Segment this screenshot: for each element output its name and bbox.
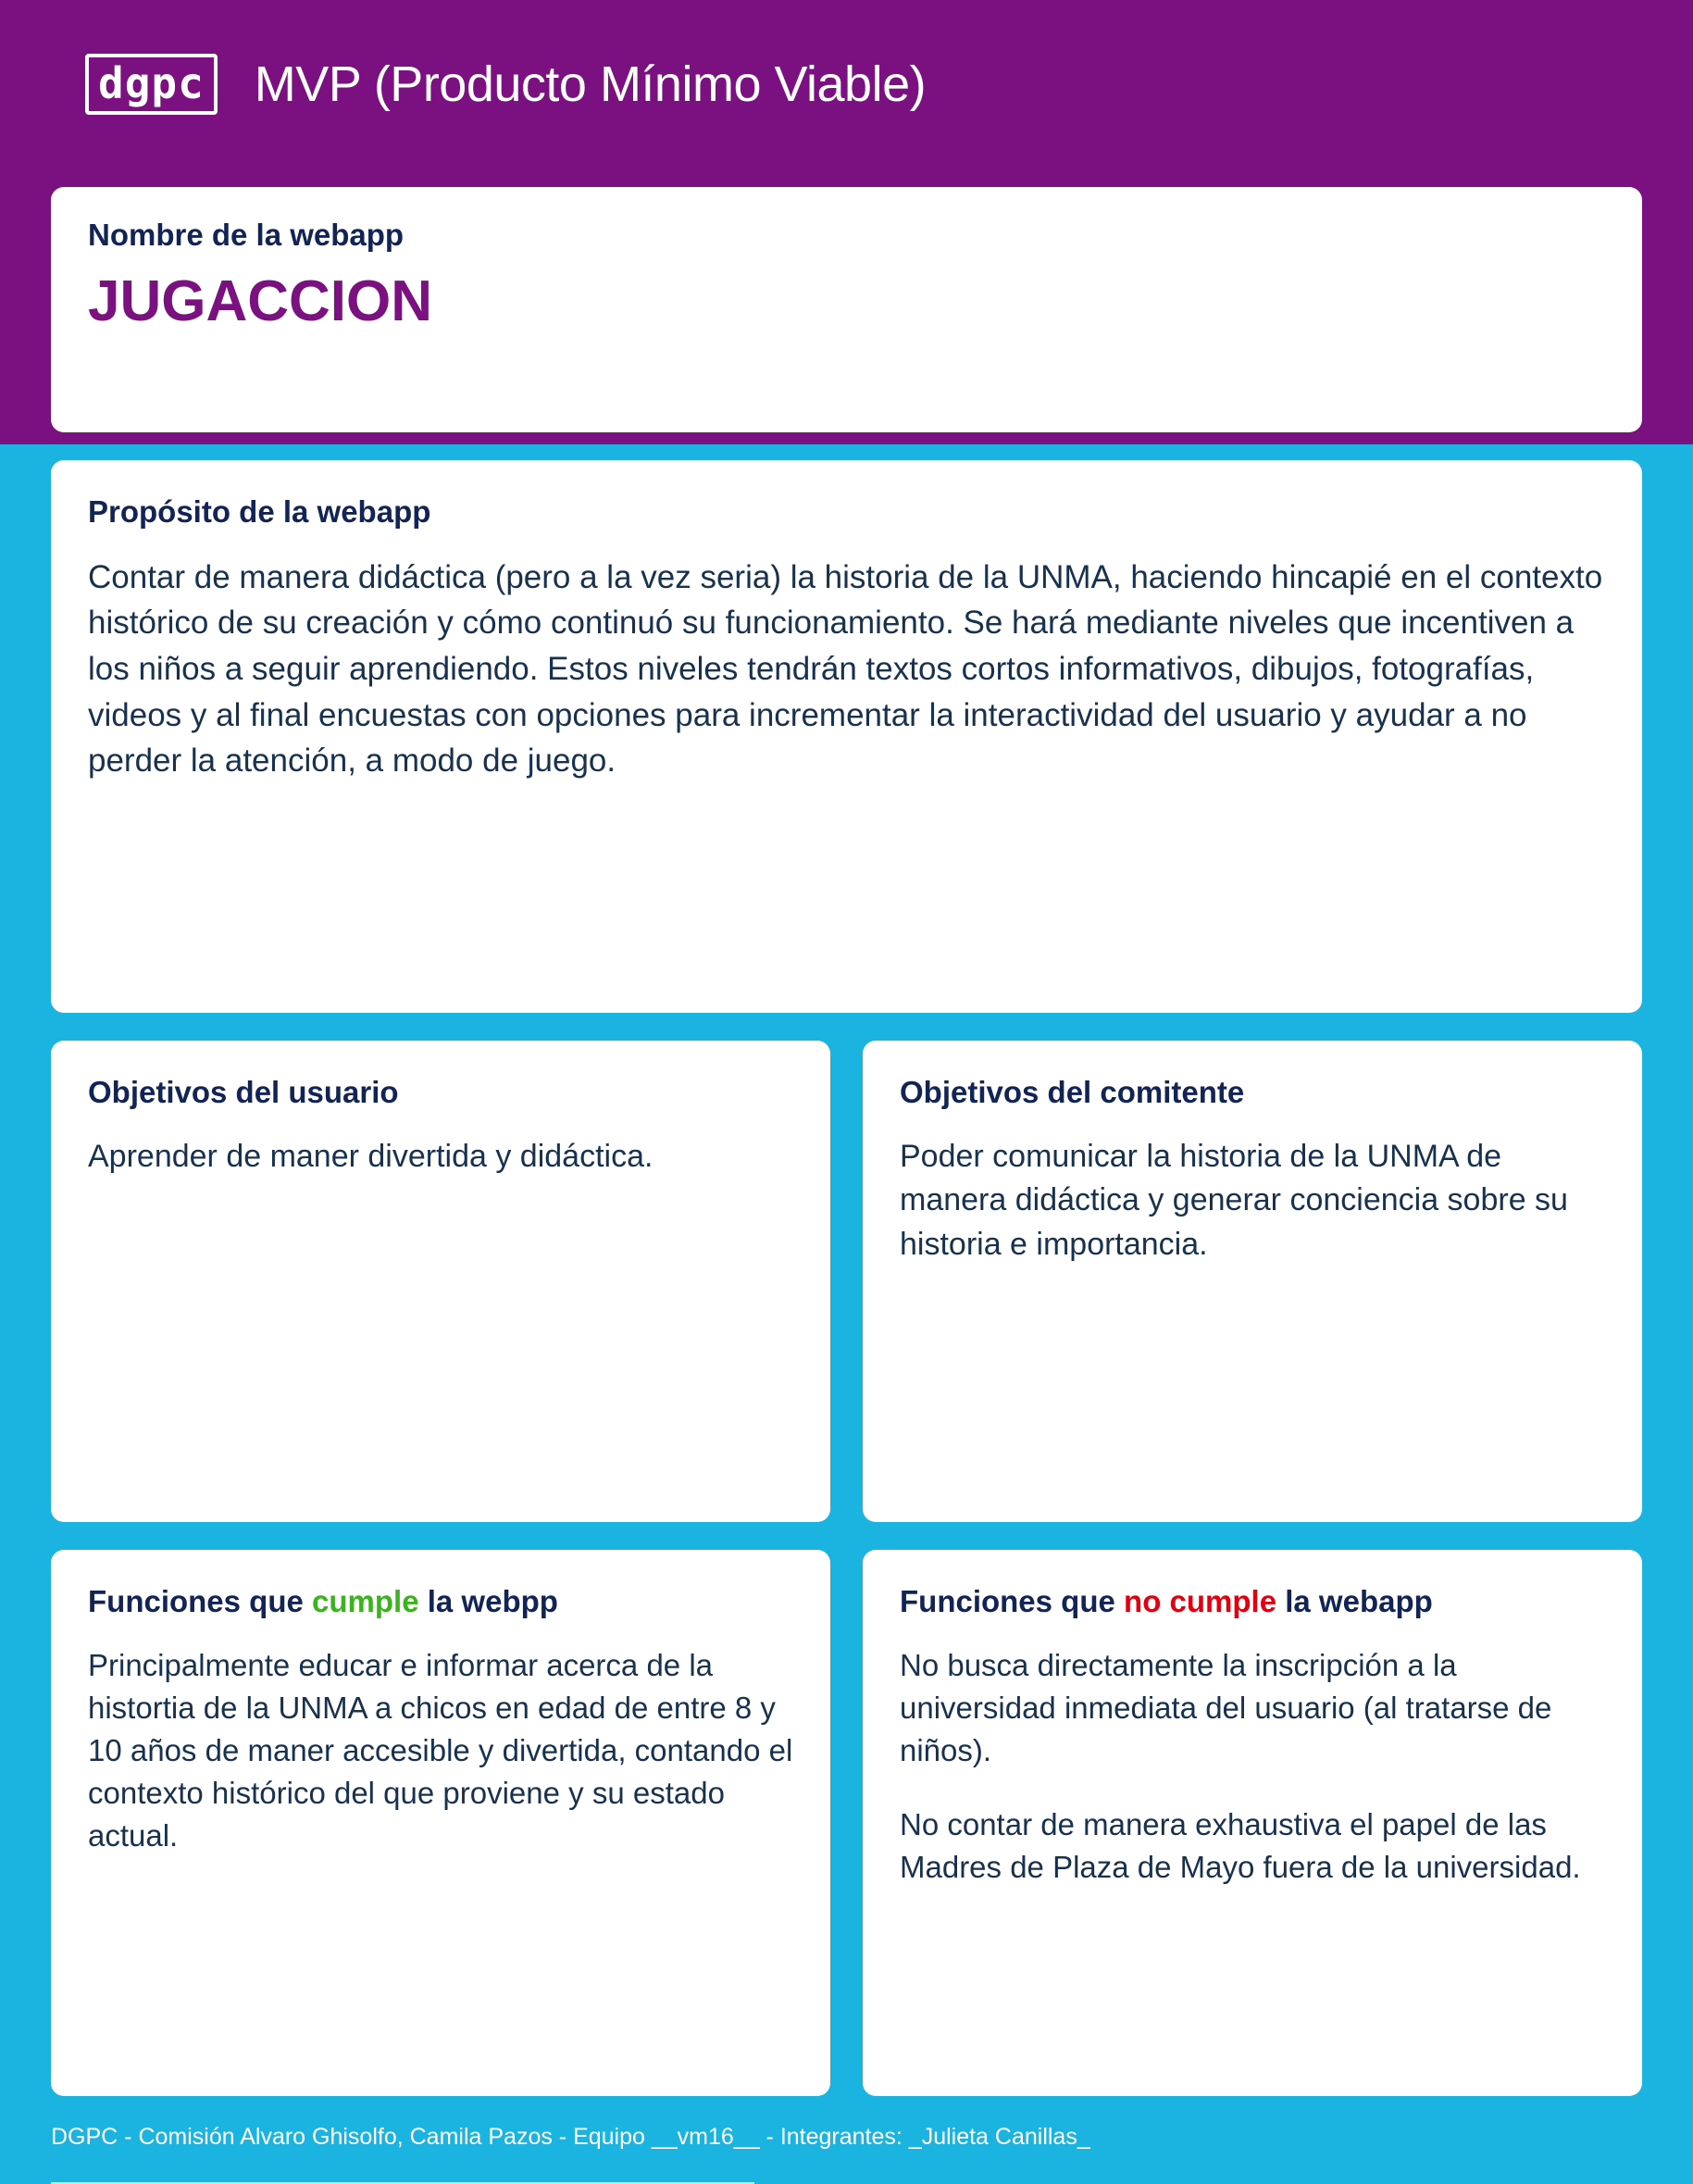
footer-credits: DGPC - Comisión Alvaro Ghisolfo, Camila Pazos - Equipo __vm16__ - Integrantes: _Julieta Canillas_ (51, 2124, 1090, 2150)
dgpc-logo (85, 54, 218, 115)
card-objetivos-comitente (863, 1041, 1642, 1522)
card-body-funciones-no-cumple-2: No contar de manera exhaustiva el papel de las Madres de Plaza de Mayo fuera de la universidad. (900, 1807, 1581, 1885)
funciones-cumple-title-post: la webpp (418, 1584, 558, 1618)
card-objetivos-usuario (51, 1041, 830, 1522)
card-title-objetivos-usuario: Objetivos del usuario (88, 1075, 399, 1109)
page-title: MVP (Producto Mínimo Viable) (254, 56, 927, 112)
page-content (0, 187, 1693, 2096)
card-body-funciones-no-cumple-1: No busca directamente la inscripción a la universidad inmediata del usuario (al tratarse de niños). (900, 1647, 1552, 1767)
card-proposito-webapp (51, 460, 1642, 1013)
card-title-funciones-no-cumple (900, 1583, 1605, 1620)
card-nombre-webapp (51, 187, 1642, 432)
funciones-row (51, 1550, 1642, 2096)
card-title-funciones-cumple (88, 1583, 793, 1620)
funciones-no-cumple-highlight: no cumple (1124, 1584, 1277, 1618)
card-body-objetivos-comitente: Poder comunicar la historia de la UNMA de manera didáctica y generar conciencia sobre su historia e importancia. (900, 1138, 1568, 1262)
funciones-no-cumple-title-pre: Funciones que (900, 1584, 1125, 1618)
objetivos-row (51, 1041, 1642, 1522)
card-title-objetivos-comitente: Objetivos del comitente (900, 1075, 1245, 1109)
app-name-value: JUGACCION (88, 268, 433, 333)
funciones-cumple-title-pre: Funciones que (88, 1584, 313, 1618)
page-header (0, 0, 1693, 168)
footer-divider (51, 2182, 754, 2184)
card-title-nombre: Nombre de la webapp (88, 218, 405, 252)
card-funciones-no-cumple (863, 1550, 1642, 2096)
funciones-no-cumple-title-post: la webapp (1276, 1584, 1433, 1618)
card-body-objetivos-usuario: Aprender de maner divertida y didáctica. (88, 1138, 654, 1174)
card-funciones-cumple (51, 1550, 830, 2096)
card-title-proposito: Propósito de la webapp (88, 494, 431, 529)
funciones-cumple-highlight: cumple (312, 1584, 419, 1618)
card-body-proposito: Contar de manera didáctica (pero a la vez seria) la historia de la UNMA, haciendo hincapié en el contexto histórico de su creación y cómo continuó su funcionamiento. Se hará mediante niveles que incentiven a los niños a seguir aprendiendo. Estos niveles tendrán textos cortos informativos, dibujos, fotografías, videos y al final encuestas con opciones para incrementar la interactividad del usuario y ayudar a no perder la atención, a modo de juego. (88, 558, 1603, 780)
card-body-funciones-cumple: Principalmente educar e informar acerca de la histortia de la UNMA a chicos en edad de entre 8 y 10 años de maner accesible y divertida, contando el contexto histórico del que proviene y su estado actual. (88, 1647, 793, 1853)
page-footer (0, 2122, 1693, 2184)
logo-text: dgpc (98, 58, 205, 108)
